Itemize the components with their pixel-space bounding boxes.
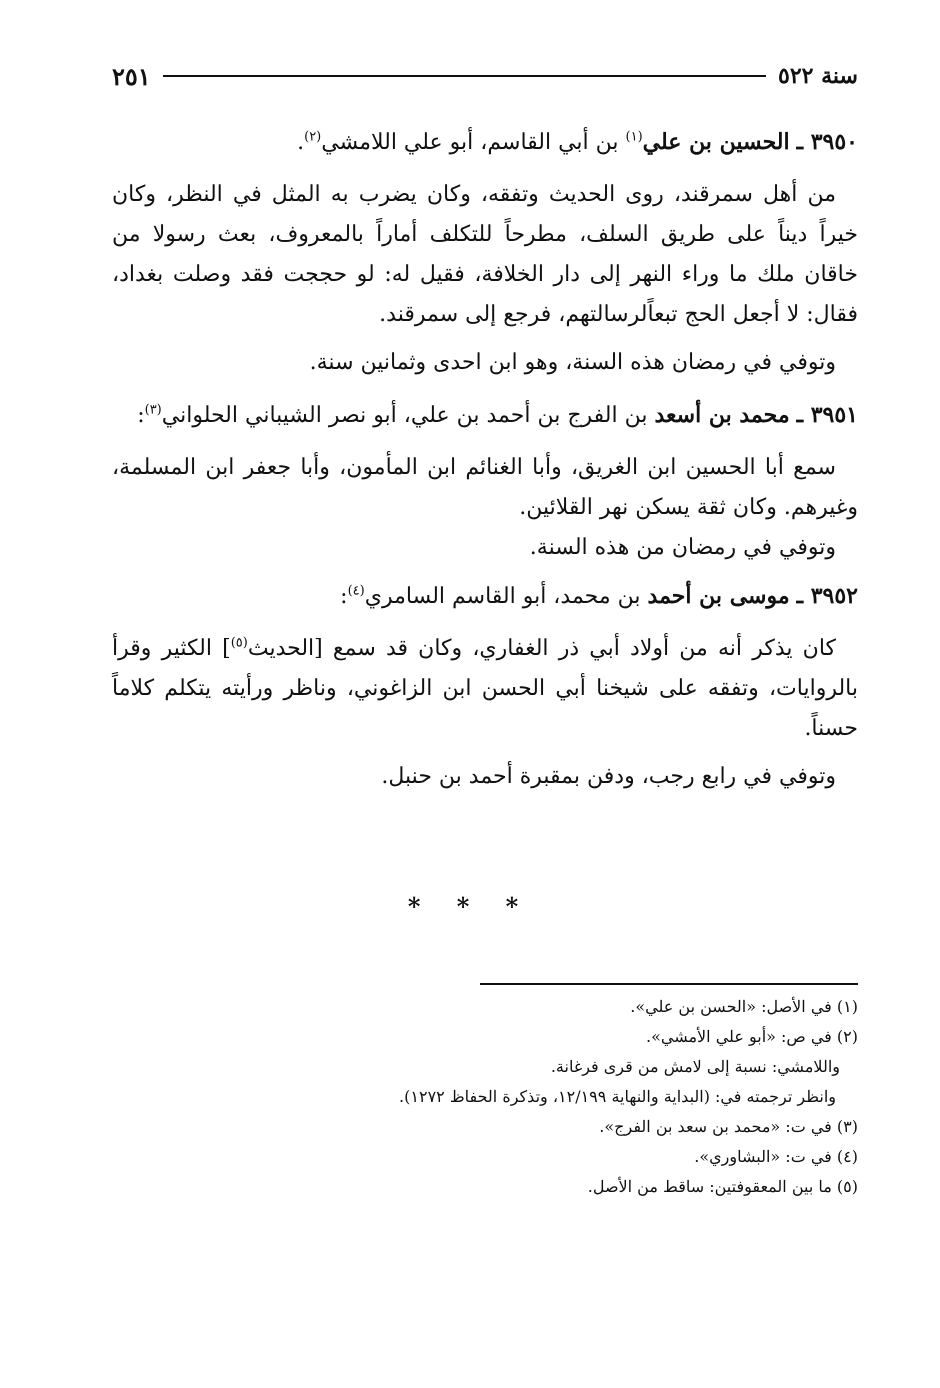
footnote-ref[interactable]: (١) [625, 129, 643, 145]
entry-tail: : [340, 584, 348, 609]
entry-paragraph: من أهل سمرقند، روى الحديث وتفقه، وكان يضرب به المثل في النظر، وكان خيراً ديناً على طريق السلف، مطرحاً للتكلف أماراً بالمعروف، بعث رسولا من خاقان ملك ما وراء النهر إلى دار الخلافة، فقيل له: لو حججت فقد وصلت بغداد، فقال: لا أجعل الحج تبعاًلرسالتهم، فرجع إلى سمرقند. [112, 182, 858, 327]
entry-paragraph [112, 629, 858, 749]
footnote-item: (٥) ما بين المعقوفتين: ساقط من الأصل. [587, 1177, 858, 1196]
running-header [112, 58, 858, 94]
entry-paragraph: وتوفي في رمضان من هذه السنة. [529, 535, 836, 560]
entry-paragraph: وتوفي في رمضان هذه السنة، وهو ابن احدى وثمانين سنة. [309, 350, 836, 375]
header-rule [163, 75, 766, 77]
entry-lineage: بن الفرج بن أحمد بن علي، أبو نصر الشيباني الحلواني [161, 403, 655, 428]
footnote-item: (٢) في ص: «أبو علي الأمشي». [646, 1027, 858, 1046]
footnote-item: وانظر ترجمته في: (البداية والنهاية ١٢/١٩٩، وتذكرة الحفاظ ١٢٧٢). [399, 1087, 836, 1106]
entry-name: محمد بن أسعد [654, 402, 790, 428]
entry-heading [112, 576, 858, 617]
page-number: ٢٥١ [112, 61, 151, 91]
footnote-item: (٣) في ت: «محمد بن سعد بن الفرج». [599, 1117, 858, 1136]
footnote-item: (٤) في ت: «البشاوري». [694, 1147, 858, 1166]
entry-tail: : [137, 403, 145, 428]
header-year: سنة ٥٢٢ [778, 63, 858, 89]
entry-text: ] الكثير وقرأ بالروايات، وتفقه على شيخنا أبي الحسن ابن الزاغوني، وناظر ورأيته يتكلم كلاماً حسناً. [112, 636, 858, 741]
entry-lineage: بن أبي القاسم، أبو علي اللامشي [321, 130, 626, 155]
entry-heading [112, 395, 858, 436]
footnotes [112, 992, 858, 1202]
entry-name: موسى بن أحمد [647, 583, 790, 609]
entry-number: ٣٩٥٠ ـ [796, 129, 858, 155]
entry-name: الحسين بن علي [642, 129, 790, 155]
footnote-rule [480, 983, 858, 985]
footnote-ref[interactable]: (٤) [347, 583, 365, 599]
entry-number: ٣٩٥١ ـ [796, 402, 858, 428]
footnote-item: واللامشي: نسبة إلى لامش من قرى فرغانة. [550, 1057, 840, 1076]
page-body [112, 122, 858, 797]
footnote-ref[interactable]: (٢) [304, 129, 322, 145]
entry-heading [112, 122, 858, 163]
entry-number: ٣٩٥٢ ـ [796, 583, 858, 609]
entry-tail: . [297, 130, 305, 155]
entry-paragraph: وتوفي في رابع رجب، ودفن بمقبرة أحمد بن حنبل. [381, 764, 836, 789]
footnote-item: (١) في الأصل: «الحسن بن علي». [630, 997, 858, 1016]
section-separator: * * * [407, 892, 533, 921]
entry-lineage: بن محمد، أبو القاسم السامري [364, 584, 648, 609]
entry-text: كان يذكر أنه من أولاد أبي ذر الغفاري، وكان قد سمع [الحديث [247, 636, 837, 661]
footnote-ref[interactable]: (٥) [230, 635, 248, 651]
footnote-ref[interactable]: (٣) [144, 402, 162, 418]
entry-paragraph: سمع أبا الحسين ابن الغريق، وأبا الغنائم ابن المأمون، وأبا جعفر ابن المسلمة، وغيرهم. وكان ثقة يسكن نهر القلائين. [112, 455, 858, 520]
